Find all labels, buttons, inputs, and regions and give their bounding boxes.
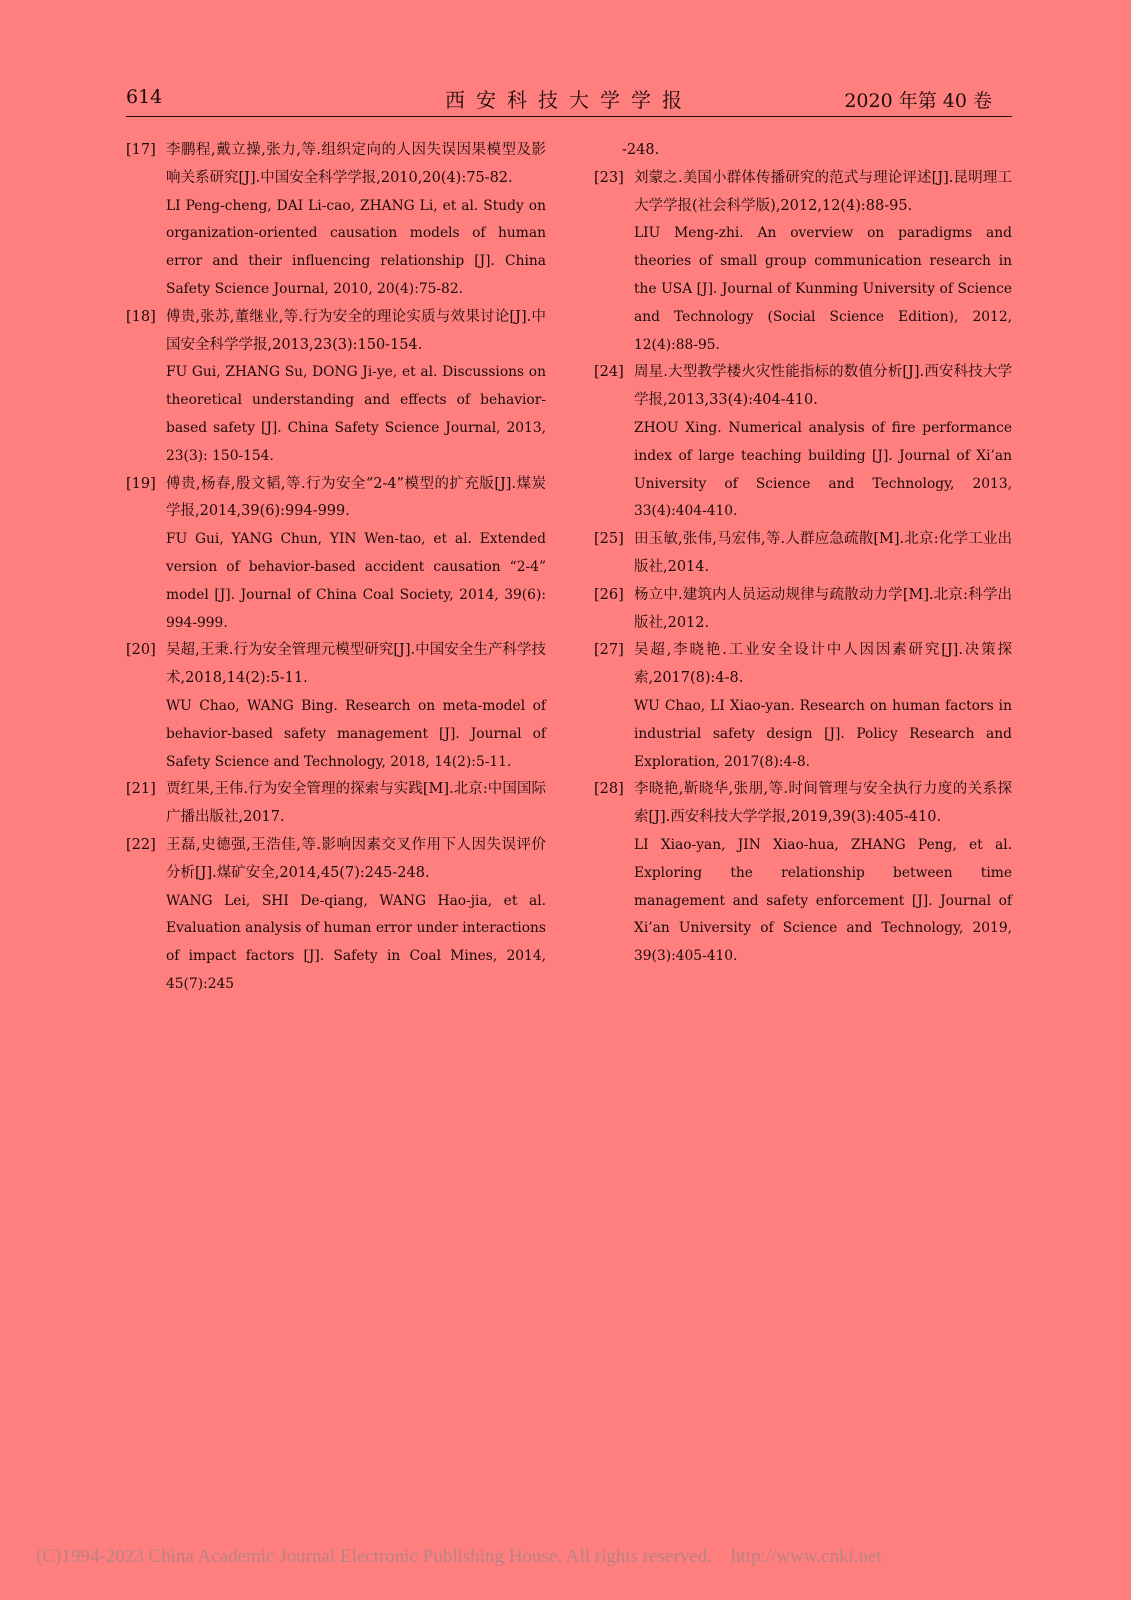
volume-label: 2020 年第 40 卷 (844, 90, 992, 112)
running-header (126, 82, 1012, 117)
reference-english: FU Gui, ZHANG Su, DONG Ji-ye, et al. Discussions on theoretical understanding and effects of behavior-based safety [J]. China Safety Science Journal, 2013, 23(3): 150-154. (166, 364, 546, 464)
reference-english: WANG Lei, SHI De-qiang, WANG Hao-jia, et al. Evaluation analysis of human error under interactions of impact factors [J]. Safety in Coal Mines, 2014, 45(7):245 (166, 892, 546, 992)
reference-17 (126, 137, 546, 304)
reference-chinese: 周星.大型教学楼火灾性能指标的数值分析[J].西安科技大学学报,2013,33(4):404-410. (634, 364, 1012, 409)
reference-21 (126, 776, 546, 832)
reference-chinese: 李鹏程,戴立操,张力,等.组织定向的人因失误因果模型及影响关系研究[J].中国安全科学学报,2010,20(4):75-82. (166, 142, 546, 186)
reference-chinese: 吴超,李晓艳.工业安全设计中人因因素研究[J].决策探索,2017(8):4-8. (634, 642, 1012, 687)
reference-27 (594, 637, 1012, 776)
left-column (126, 137, 546, 999)
reference-number: [21] (126, 781, 156, 798)
reference-number: [28] (594, 781, 624, 798)
reference-number: [25] (594, 531, 624, 548)
reference-26 (594, 582, 1012, 638)
page-number: 614 (126, 86, 163, 108)
copyright-footer: (C)1994-2023 China Academic Journal Electronic Publishing House. All rights reserved. http://www.cnki.net (36, 1546, 882, 1567)
reference-english: WU Chao, WANG Bing. Research on meta-model of behavior-based safety management [J]. Journal of Safety Science and Technology, 2018, 14(2):5-11. (166, 697, 546, 770)
right-column (594, 137, 1012, 971)
reference-chinese: 杨立中.建筑内人员运动规律与疏散动力学[M].北京:科学出版社,2012. (634, 586, 1012, 631)
journal-title: 西安科技大学学报 (445, 88, 693, 112)
reference-22 (126, 832, 546, 999)
reference-24 (594, 359, 1012, 526)
reference-chinese: 贾红果,王伟.行为安全管理的探索与实践[M].北京:中国国际广播出版社,2017. (166, 781, 546, 826)
reference-chinese: 田玉敏,张伟,马宏伟,等.人群应急疏散[M].北京:化学工业出版社,2014. (634, 531, 1012, 575)
reference-continuation: -248. (622, 142, 660, 158)
reference-number: [19] (126, 475, 156, 492)
reference-chinese: 王磊,史德强,王浩佳,等.影响因素交叉作用下人因失误评价分析[J].煤矿安全,2014,45(7):245-248. (166, 836, 546, 881)
reference-19 (126, 471, 546, 638)
reference-english: WU Chao, LI Xiao-yan. Research on human factors in industrial safety design [J]. Policy Research and Exploration, 2017(8):4-8. (634, 697, 1012, 770)
reference-number: [23] (594, 169, 624, 186)
reference-english: LI Peng-cheng, DAI Li-cao, ZHANG Li, et al. Study on organization-oriented causation models of human error and their influencing relationship [J]. China Safety Science Journal, 2010, 20(4):75-82. (166, 197, 546, 297)
reference-number: [20] (126, 642, 156, 659)
reference-english: LI Xiao-yan, JIN Xiao-hua, ZHANG Peng, et al. Exploring the relationship between time management and safety enforcement [J]. Journal of Xi’an University of Science and Technology, 2019, 39(3):405-410. (634, 836, 1012, 965)
reference-english: FU Gui, YANG Chun, YIN Wen-tao, et al. Extended version of behavior-based accident causation “2-4” model [J]. Journal of China Coal Society, 2014, 39(6): 994-999. (166, 531, 546, 631)
reference-25 (594, 526, 1012, 582)
reference-number: [18] (126, 308, 156, 325)
reference-number: [22] (126, 836, 156, 853)
reference-chinese: 傅贵,张苏,董继业,等.行为安全的理论实质与效果讨论[J].中国安全科学学报,2013,23(3):150-154. (166, 308, 546, 353)
reference-english: ZHOU Xing. Numerical analysis of fire performance index of large teaching building [J]. Journal of Xi’an University of Science and Technology, 2013, 33(4):404-410. (634, 419, 1012, 520)
reference-number: [24] (594, 364, 624, 381)
reference-chinese: 刘蒙之.美国小群体传播研究的范式与理论评述[J].昆明理工大学学报(社会科学版),2012,12(4):88-95. (634, 169, 1012, 214)
reference-23 (594, 165, 1012, 360)
reference-chinese: 吴超,王秉.行为安全管理元模型研究[J].中国安全生产科学技术,2018,14(2):5-11. (166, 642, 546, 687)
reference-18 (126, 304, 546, 471)
reference-number: [26] (594, 586, 624, 603)
reference-28 (594, 776, 1012, 971)
reference-english: LIU Meng-zhi. An overview on paradigms and theories of small group communication research in the USA [J]. Journal of Kunming University of Science and Technology (Social Science Edition), 2012, 12(4):88-95. (634, 225, 1012, 353)
reference-chinese: 李晓艳,靳晓华,张朋,等.时间管理与安全执行力度的关系探索[J].西安科技大学学报,2019,39(3):405-410. (634, 781, 1012, 826)
reference-chinese: 傅贵,杨春,殷文韬,等.行为安全“2-4”模型的扩充版[J].煤炭学报,2014,39(6):994-999. (166, 475, 546, 520)
reference-number: [27] (594, 642, 624, 659)
reference-20 (126, 637, 546, 776)
reference-number: [17] (126, 142, 156, 158)
